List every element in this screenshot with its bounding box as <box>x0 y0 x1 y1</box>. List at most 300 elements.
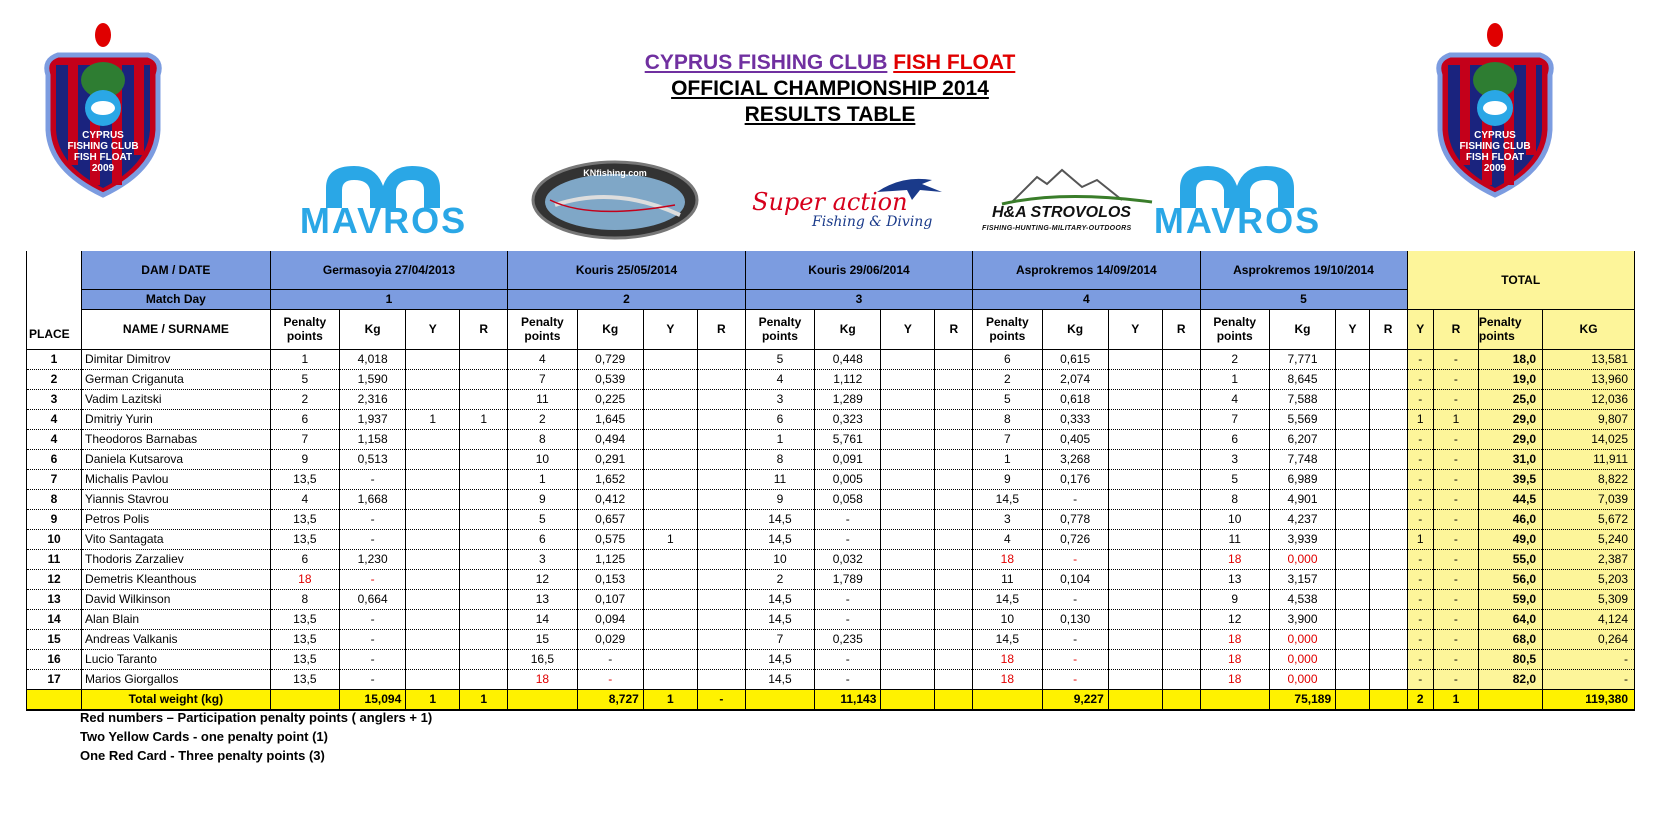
kg-cell: 0,091 <box>815 449 881 469</box>
emblem-text-4: 2009 <box>1483 163 1507 174</box>
kg-cell: - <box>577 669 643 689</box>
red-card-cell <box>697 649 745 669</box>
yellow-card-cell <box>406 609 460 629</box>
col-header-penalty-2: Penalty points <box>508 309 577 349</box>
red-card-cell <box>1369 489 1407 509</box>
total-penalty-cell: 59,0 <box>1478 589 1542 609</box>
kg-cell: 0,176 <box>1042 469 1108 489</box>
table-row <box>27 409 1635 429</box>
total-red-cell: - <box>1434 669 1479 689</box>
penalty-cell: 7 <box>270 429 339 449</box>
kg-cell: - <box>339 609 405 629</box>
name-cell: Michalis Pavlou <box>82 469 271 489</box>
total-kg-cell: 5,203 <box>1543 569 1635 589</box>
yellow-card-cell <box>881 669 935 689</box>
kg-cell: - <box>815 609 881 629</box>
yellow-card-cell <box>881 629 935 649</box>
col-header-penalty-1: Penalty points <box>270 309 339 349</box>
kg-cell: 2,074 <box>1042 369 1108 389</box>
red-card-cell: 1 <box>460 409 508 429</box>
kg-cell: - <box>1042 629 1108 649</box>
kg-cell: 0,225 <box>577 389 643 409</box>
total-kg-cell: 8,822 <box>1543 469 1635 489</box>
kg-cell: - <box>339 469 405 489</box>
red-card-cell <box>697 469 745 489</box>
red-card-cell <box>697 569 745 589</box>
penalty-cell: 15 <box>508 629 577 649</box>
yellow-card-cell <box>881 509 935 529</box>
total-penalty-cell <box>1200 689 1269 710</box>
kg-cell: 0,448 <box>815 349 881 369</box>
place-cell: 2 <box>27 369 82 389</box>
yellow-card-cell <box>1108 609 1162 629</box>
name-cell: Thodoris Zarzaliev <box>82 549 271 569</box>
total-red-cell: - <box>1434 349 1479 369</box>
penalty-cell: 8 <box>1200 489 1269 509</box>
col-header-kg-2: Kg <box>577 309 643 349</box>
table-row <box>27 529 1635 549</box>
yellow-card-cell <box>406 389 460 409</box>
table-row <box>27 589 1635 609</box>
total-red-cell: - <box>1434 429 1479 449</box>
red-card-cell <box>1162 389 1200 409</box>
yellow-card-cell <box>881 589 935 609</box>
kg-cell: 4,018 <box>339 349 405 369</box>
red-card-cell <box>1162 529 1200 549</box>
red-card-cell <box>460 369 508 389</box>
kg-cell: 0,778 <box>1042 509 1108 529</box>
total-yellow-cell: - <box>1407 469 1434 489</box>
name-cell: Petros Polis <box>82 509 271 529</box>
total-kg-cell: 2,387 <box>1543 549 1635 569</box>
penalty-cell: 9 <box>508 489 577 509</box>
penalty-cell: 8 <box>745 449 814 469</box>
total-yellow-cell: - <box>1407 609 1434 629</box>
total-label: Total weight (kg) <box>82 689 271 710</box>
total-red-cell: - <box>1434 389 1479 409</box>
match-5-day: 5 <box>1200 289 1407 309</box>
total-place-cell <box>27 689 82 710</box>
red-card-cell <box>697 389 745 409</box>
col-header-r-5: R <box>1369 309 1407 349</box>
penalty-cell: 2 <box>1200 349 1269 369</box>
kg-cell: 0,405 <box>1042 429 1108 449</box>
red-card-cell <box>935 629 973 649</box>
kg-cell: 4,901 <box>1269 489 1335 509</box>
red-card-cell <box>1162 489 1200 509</box>
yellow-card-cell <box>1108 529 1162 549</box>
legend-notes <box>80 708 432 765</box>
yellow-card-cell <box>881 489 935 509</box>
red-card-cell <box>935 589 973 609</box>
name-cell: Yiannis Stavrou <box>82 489 271 509</box>
yellow-card-cell <box>406 349 460 369</box>
total-yellow-cell: - <box>1407 569 1434 589</box>
penalty-cell: 4 <box>973 529 1042 549</box>
kg-cell: 0,104 <box>1042 569 1108 589</box>
kg-cell: 0,333 <box>1042 409 1108 429</box>
kg-cell: 3,268 <box>1042 449 1108 469</box>
red-card-cell <box>460 389 508 409</box>
penalty-cell: 18 <box>508 669 577 689</box>
kg-cell: 6,207 <box>1269 429 1335 449</box>
red-card-cell <box>460 609 508 629</box>
total-row <box>27 689 1635 710</box>
match-1-dam: Germasoyia 27/04/2013 <box>270 251 508 289</box>
red-card-cell <box>1369 629 1407 649</box>
place-cell: 11 <box>27 549 82 569</box>
championship-title: OFFICIAL CHAMPIONSHIP 2014 <box>671 77 989 100</box>
yellow-card-cell <box>1108 349 1162 369</box>
red-card-cell <box>697 369 745 389</box>
total-yellow-cell: - <box>1407 369 1434 389</box>
penalty-cell: 16,5 <box>508 649 577 669</box>
penalty-cell: 18 <box>1200 549 1269 569</box>
yellow-card-cell <box>1336 409 1370 429</box>
col-header-r-4: R <box>1162 309 1200 349</box>
red-card-cell <box>935 529 973 549</box>
penalty-cell: 1 <box>508 469 577 489</box>
yellow-card-cell <box>1336 509 1370 529</box>
penalty-cell: 18 <box>973 549 1042 569</box>
col-header-r-3: R <box>935 309 973 349</box>
penalty-cell: 18 <box>1200 629 1269 649</box>
yellow-card-cell <box>1336 429 1370 449</box>
total-red-cell: - <box>1434 649 1479 669</box>
table-row <box>27 489 1635 509</box>
total-yellow-cell <box>1336 689 1370 710</box>
penalty-cell: 5 <box>745 349 814 369</box>
kg-cell: 0,000 <box>1269 669 1335 689</box>
penalty-cell: 18 <box>270 569 339 589</box>
red-card-cell <box>1162 669 1200 689</box>
penalty-cell: 12 <box>1200 609 1269 629</box>
kg-cell: 0,729 <box>577 349 643 369</box>
penalty-cell: 6 <box>270 549 339 569</box>
note-red-card: One Red Card - Three penalty points (3) <box>80 748 325 763</box>
name-cell: German Criganuta <box>82 369 271 389</box>
note-red-numbers: Red numbers – Participation penalty points ( anglers + 1) <box>80 710 433 725</box>
kg-cell: 0,130 <box>1042 609 1108 629</box>
red-card-cell <box>1162 349 1200 369</box>
total-yellow-cell: - <box>1407 629 1434 649</box>
yellow-card-cell <box>881 449 935 469</box>
total-kg-cell: 5,309 <box>1543 589 1635 609</box>
yellow-card-cell <box>1336 449 1370 469</box>
kg-cell: - <box>1042 589 1108 609</box>
red-card-cell <box>460 589 508 609</box>
table-row <box>27 669 1635 689</box>
place-cell: 15 <box>27 629 82 649</box>
penalty-cell: 13 <box>1200 569 1269 589</box>
red-card-cell <box>1369 529 1407 549</box>
total-header: TOTAL <box>1407 251 1635 309</box>
penalty-cell: 1 <box>1200 369 1269 389</box>
ha-sub: FISHING-HUNTING-MILITARY-OUTDOORS <box>982 225 1132 232</box>
red-card-cell <box>935 349 973 369</box>
yellow-card-cell <box>881 609 935 629</box>
yellow-card-cell: 1 <box>406 409 460 429</box>
total-penalty-cell: 49,0 <box>1478 529 1542 549</box>
kg-cell: 0,029 <box>577 629 643 649</box>
total-red-cell: - <box>1434 629 1479 649</box>
total-penalty-cell <box>508 689 577 710</box>
kg-cell: 0,494 <box>577 429 643 449</box>
red-card-cell <box>1369 429 1407 449</box>
total-yellow-cell: - <box>1407 589 1434 609</box>
penalty-cell: 10 <box>745 549 814 569</box>
grand-yellow-cell: 2 <box>1407 689 1434 710</box>
kg-cell: 1,789 <box>815 569 881 589</box>
table-row <box>27 449 1635 469</box>
red-card-cell <box>1162 569 1200 589</box>
col-header-y-2: Y <box>643 309 697 349</box>
penalty-cell: 8 <box>508 429 577 449</box>
yellow-card-cell <box>406 669 460 689</box>
kg-cell: 3,157 <box>1269 569 1335 589</box>
mavros-text-right: MAVROS <box>1153 200 1322 241</box>
penalty-cell: 1 <box>270 349 339 369</box>
yellow-card-cell <box>643 409 697 429</box>
penalty-cell: 9 <box>1200 589 1269 609</box>
red-card-cell <box>1369 369 1407 389</box>
kg-cell: 0,539 <box>577 369 643 389</box>
dam-date-header: DAM / DATE <box>82 251 271 289</box>
kg-cell: 7,748 <box>1269 449 1335 469</box>
yellow-card-cell <box>643 569 697 589</box>
title-block <box>560 50 1100 128</box>
total-penalty-cell: 46,0 <box>1478 509 1542 529</box>
red-card-cell <box>460 549 508 569</box>
total-yellow-cell: - <box>1407 669 1434 689</box>
results-body <box>27 349 1635 710</box>
penalty-cell: 7 <box>508 369 577 389</box>
name-cell: Theodoros Barnabas <box>82 429 271 449</box>
kg-cell: - <box>339 669 405 689</box>
total-red-cell: - <box>1434 549 1479 569</box>
match-2-dam: Kouris 25/05/2014 <box>508 251 746 289</box>
yellow-card-cell <box>1108 649 1162 669</box>
place-header: PLACE <box>27 251 82 349</box>
total-yellow-cell: - <box>1407 389 1434 409</box>
penalty-cell: 11 <box>973 569 1042 589</box>
kg-cell: 0,513 <box>339 449 405 469</box>
place-cell: 10 <box>27 529 82 549</box>
penalty-cell: 14,5 <box>745 589 814 609</box>
grand-kg-cell: 119,380 <box>1543 689 1635 710</box>
yellow-card-cell <box>1336 369 1370 389</box>
penalty-cell: 8 <box>973 409 1042 429</box>
penalty-cell: 9 <box>270 449 339 469</box>
red-card-cell <box>1162 409 1200 429</box>
total-yellow-cell: 1 <box>643 689 697 710</box>
note-yellow-cards: Two Yellow Cards - one penalty point (1) <box>80 729 328 744</box>
penalty-cell: 2 <box>508 409 577 429</box>
total-penalty-cell: 82,0 <box>1478 669 1542 689</box>
red-card-cell <box>697 589 745 609</box>
penalty-cell: 14,5 <box>745 529 814 549</box>
total-penalty-cell: 39,5 <box>1478 469 1542 489</box>
kg-cell: - <box>339 569 405 589</box>
kg-cell: - <box>339 629 405 649</box>
red-card-cell <box>935 669 973 689</box>
name-cell: Vadim Lazitski <box>82 389 271 409</box>
red-card-cell <box>1369 549 1407 569</box>
total-kg-cell: 14,025 <box>1543 429 1635 449</box>
red-card-cell <box>697 609 745 629</box>
knfishing-text: KNfishing.com <box>583 168 647 178</box>
place-cell: 6 <box>27 449 82 469</box>
total-kg-cell: 5,240 <box>1543 529 1635 549</box>
penalty-cell: 14,5 <box>745 669 814 689</box>
col-header-r-2: R <box>697 309 745 349</box>
red-card-cell <box>460 669 508 689</box>
red-card-cell <box>935 509 973 529</box>
match-4-day: 4 <box>973 289 1200 309</box>
total-penalty-cell: 29,0 <box>1478 429 1542 449</box>
table-row <box>27 349 1635 369</box>
place-cell: 1 <box>27 349 82 369</box>
penalty-cell: 18 <box>973 669 1042 689</box>
col-header-y-5: Y <box>1336 309 1370 349</box>
yellow-card-cell <box>881 649 935 669</box>
total-red-cell: 1 <box>1434 409 1479 429</box>
total-red-cell: - <box>697 689 745 710</box>
col-header-penalty-5: Penalty points <box>1200 309 1269 349</box>
yellow-card-cell <box>1108 389 1162 409</box>
name-cell: Marios Giorgallos <box>82 669 271 689</box>
yellow-card-cell <box>643 669 697 689</box>
yellow-card-cell <box>1336 529 1370 549</box>
penalty-cell: 7 <box>1200 409 1269 429</box>
total-red-cell: - <box>1434 449 1479 469</box>
table-row <box>27 549 1635 569</box>
total-red-cell: - <box>1434 489 1479 509</box>
kg-cell: 0,005 <box>815 469 881 489</box>
total-red-cell <box>935 689 973 710</box>
total-yellow-cell: - <box>1407 489 1434 509</box>
penalty-cell: 12 <box>508 569 577 589</box>
penalty-cell: 6 <box>270 409 339 429</box>
yellow-card-cell <box>406 469 460 489</box>
place-cell: 7 <box>27 469 82 489</box>
kg-cell: 3,900 <box>1269 609 1335 629</box>
yellow-card-cell <box>1108 589 1162 609</box>
total-yellow-cell: 1 <box>1407 529 1434 549</box>
total-yellow-cell: - <box>1407 649 1434 669</box>
name-cell: Dimitar Dimitrov <box>82 349 271 369</box>
red-card-cell <box>1369 469 1407 489</box>
kg-cell: 0,094 <box>577 609 643 629</box>
red-card-cell <box>1369 569 1407 589</box>
penalty-cell: 10 <box>973 609 1042 629</box>
penalty-cell: 1 <box>745 429 814 449</box>
penalty-cell: 3 <box>745 389 814 409</box>
yellow-card-cell <box>881 409 935 429</box>
penalty-cell: 9 <box>973 469 1042 489</box>
kg-cell: 0,657 <box>577 509 643 529</box>
table-row <box>27 429 1635 449</box>
penalty-cell: 11 <box>745 469 814 489</box>
red-card-cell <box>697 669 745 689</box>
kg-cell: 7,771 <box>1269 349 1335 369</box>
place-cell: 3 <box>27 389 82 409</box>
yellow-card-cell <box>1336 609 1370 629</box>
red-card-cell <box>935 429 973 449</box>
penalty-cell: 8 <box>270 589 339 609</box>
place-cell: 8 <box>27 489 82 509</box>
red-card-cell <box>1162 429 1200 449</box>
kg-cell: 4,237 <box>1269 509 1335 529</box>
yellow-card-cell <box>881 549 935 569</box>
table-row <box>27 629 1635 649</box>
red-card-cell <box>460 629 508 649</box>
results-table <box>26 251 1635 711</box>
red-card-cell <box>460 649 508 669</box>
yellow-card-cell <box>881 469 935 489</box>
kg-cell: 1,652 <box>577 469 643 489</box>
penalty-cell: 14,5 <box>745 609 814 629</box>
red-card-cell <box>1369 389 1407 409</box>
kg-cell: - <box>815 669 881 689</box>
red-card-cell <box>460 429 508 449</box>
red-card-cell <box>1369 589 1407 609</box>
col-header-kg-1: Kg <box>339 309 405 349</box>
kg-cell: 0,058 <box>815 489 881 509</box>
red-card-cell <box>697 489 745 509</box>
yellow-card-cell <box>881 349 935 369</box>
match-2-day: 2 <box>508 289 746 309</box>
kg-cell: 0,412 <box>577 489 643 509</box>
red-card-cell <box>1369 669 1407 689</box>
yellow-card-cell <box>406 449 460 469</box>
kg-cell: 1,645 <box>577 409 643 429</box>
red-card-cell <box>935 549 973 569</box>
red-card-cell <box>697 429 745 449</box>
total-kg-cell: 11,143 <box>815 689 881 710</box>
red-card-cell <box>697 409 745 429</box>
total-penalty-cell: 29,0 <box>1478 409 1542 429</box>
kg-cell: 1,125 <box>577 549 643 569</box>
col-header-kg-4: Kg <box>1042 309 1108 349</box>
yellow-card-cell <box>643 549 697 569</box>
total-penalty-cell: 68,0 <box>1478 629 1542 649</box>
total-penalty-cell <box>973 689 1042 710</box>
emblem-text-1: CYPRUS <box>82 130 124 141</box>
table-row <box>27 609 1635 629</box>
penalty-cell: 7 <box>745 629 814 649</box>
total-red-cell: - <box>1434 589 1479 609</box>
penalty-cell: 1 <box>973 449 1042 469</box>
kg-cell: 1,289 <box>815 389 881 409</box>
red-card-cell <box>697 349 745 369</box>
red-card-cell <box>935 649 973 669</box>
yellow-card-cell <box>1336 649 1370 669</box>
yellow-card-cell <box>406 529 460 549</box>
total-penalty-cell: 55,0 <box>1478 549 1542 569</box>
penalty-cell: 13,5 <box>270 669 339 689</box>
penalty-cell: 13,5 <box>270 649 339 669</box>
title-club: CYPRUS FISHING CLUB <box>644 51 888 74</box>
yellow-card-cell <box>643 429 697 449</box>
grand-penalty-cell <box>1478 689 1542 710</box>
penalty-cell: 6 <box>745 409 814 429</box>
penalty-cell: 4 <box>508 349 577 369</box>
red-card-cell <box>697 449 745 469</box>
kg-cell: 4,538 <box>1269 589 1335 609</box>
title-fishfloat: FISH FLOAT <box>893 51 1016 74</box>
yellow-card-cell <box>1108 469 1162 489</box>
